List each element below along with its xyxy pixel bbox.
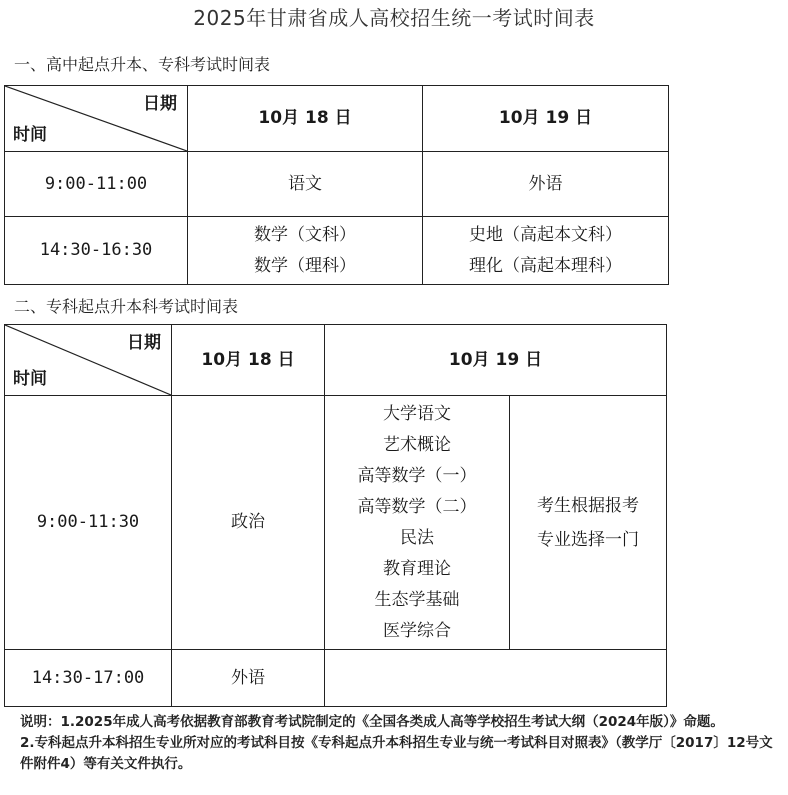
section1-title: 一、高中起点升本、专科考试时间表 bbox=[14, 55, 271, 74]
subject-text: 史地（高起本文科） bbox=[469, 224, 622, 245]
day2-header: 10月 19 日 bbox=[423, 86, 669, 152]
section2-title: 二、专科起点升本科考试时间表 bbox=[14, 297, 239, 316]
day1-header: 10月 18 日 bbox=[172, 325, 325, 396]
note-line-1: 说明：1.2025年成人高考依据教育部教育考试院制定的《全国各类成人高等学校招生考试大纲（2024年版）》命题。 bbox=[20, 714, 724, 730]
date-label: 日期 bbox=[127, 333, 161, 353]
subject-text: 艺术概论 bbox=[383, 434, 451, 455]
diagonal-header-cell bbox=[5, 86, 188, 152]
subject-text: 生态学基础 bbox=[374, 589, 460, 610]
table-row bbox=[5, 152, 669, 217]
subject-text: 高等数学（二） bbox=[357, 496, 477, 517]
note-text: 考生根据报考 bbox=[537, 495, 639, 516]
subject-text: 医学综合 bbox=[383, 620, 451, 641]
subject-text: 理化（高起本理科） bbox=[469, 255, 622, 276]
subject-text: 数学（理科） bbox=[254, 255, 356, 276]
diagonal-header-cell bbox=[5, 325, 172, 396]
time-label: 时间 bbox=[13, 369, 47, 389]
subject-cell: 外语 bbox=[172, 650, 325, 707]
table-header-row bbox=[5, 325, 667, 396]
subject-list-cell bbox=[325, 396, 510, 650]
time-cell: 9:00-11:00 bbox=[5, 152, 188, 217]
empty-cell bbox=[325, 650, 667, 707]
subject-cell: 政治 bbox=[172, 396, 325, 650]
section1-table bbox=[4, 85, 669, 285]
table-header-row bbox=[5, 86, 669, 152]
section2-table bbox=[4, 324, 667, 707]
subject-text: 大学语文 bbox=[383, 403, 451, 424]
note-text: 专业选择一门 bbox=[537, 529, 639, 550]
time-cell: 14:30-17:00 bbox=[5, 650, 172, 707]
day2-header: 10月 19 日 bbox=[325, 325, 667, 396]
notes bbox=[20, 712, 780, 775]
time-cell: 14:30-16:30 bbox=[5, 217, 188, 285]
subject-text: 数学（文科） bbox=[254, 224, 356, 245]
subject-text: 语文 bbox=[288, 173, 322, 194]
time-label: 时间 bbox=[13, 125, 47, 145]
selection-note-cell bbox=[510, 396, 667, 650]
subject-text: 高等数学（一） bbox=[357, 465, 477, 486]
subject-cell bbox=[188, 217, 423, 285]
date-label: 日期 bbox=[143, 94, 177, 114]
day1-header: 10月 18 日 bbox=[188, 86, 423, 152]
table-row bbox=[5, 396, 667, 650]
document-title: 2025年甘肃省成人高校招生统一考试时间表 bbox=[193, 6, 595, 30]
subject-cell bbox=[423, 217, 669, 285]
table-row bbox=[5, 650, 667, 707]
subject-text: 教育理论 bbox=[383, 558, 451, 579]
time-cell: 9:00-11:30 bbox=[5, 396, 172, 650]
subject-cell bbox=[188, 152, 423, 217]
note-line-2: 2.专科起点升本科招生专业所对应的考试科目按《专科起点升本科招生专业与统一考试科目对照表》（教学厅〔2017〕12号文件附件4）等有关文件执行。 bbox=[20, 735, 773, 772]
subject-text: 民法 bbox=[400, 527, 434, 548]
table-row bbox=[5, 217, 669, 285]
subject-text: 外语 bbox=[528, 173, 563, 194]
subject-cell bbox=[423, 152, 669, 217]
